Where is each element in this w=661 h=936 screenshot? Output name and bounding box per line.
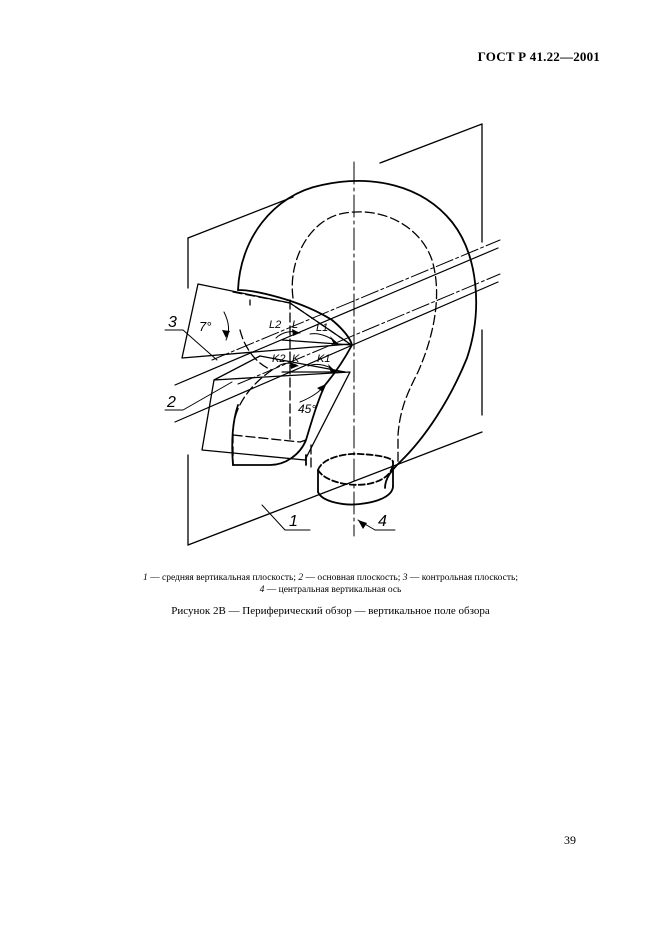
legend-item: 2 — основная плоскость; xyxy=(298,573,403,583)
document-code: ГОСТ Р 41.22—2001 xyxy=(477,49,600,64)
figure-caption: Рисунок 2В — Периферический обзор — вертикальное поле обзора xyxy=(171,605,490,617)
angle-45-label: 45° xyxy=(298,402,317,416)
page-number: 39 xyxy=(564,833,576,847)
part-number-4: 4 xyxy=(378,513,387,530)
legend-item: 1 — средняя вертикальная плоскость; xyxy=(142,573,299,583)
figure-legend xyxy=(60,572,601,596)
label-K: K xyxy=(292,353,300,365)
label-L: L xyxy=(292,319,299,331)
label-K1: K1 xyxy=(317,353,331,365)
hidden-contour xyxy=(292,212,436,462)
angle-7-label: 7° xyxy=(199,319,212,334)
label-K2: K2 xyxy=(272,353,286,365)
part-number-3: 3 xyxy=(168,314,177,331)
label-L1: L1 xyxy=(316,322,329,334)
legend-item: 4 — центральная вертикальная ось xyxy=(259,585,402,595)
legend-item: 3 — контрольная плоскость; xyxy=(402,573,518,583)
part-number-2: 2 xyxy=(167,394,176,411)
part-number-1: 1 xyxy=(289,513,298,530)
label-L2: L2 xyxy=(269,319,282,331)
neck-cylinder xyxy=(318,454,393,505)
